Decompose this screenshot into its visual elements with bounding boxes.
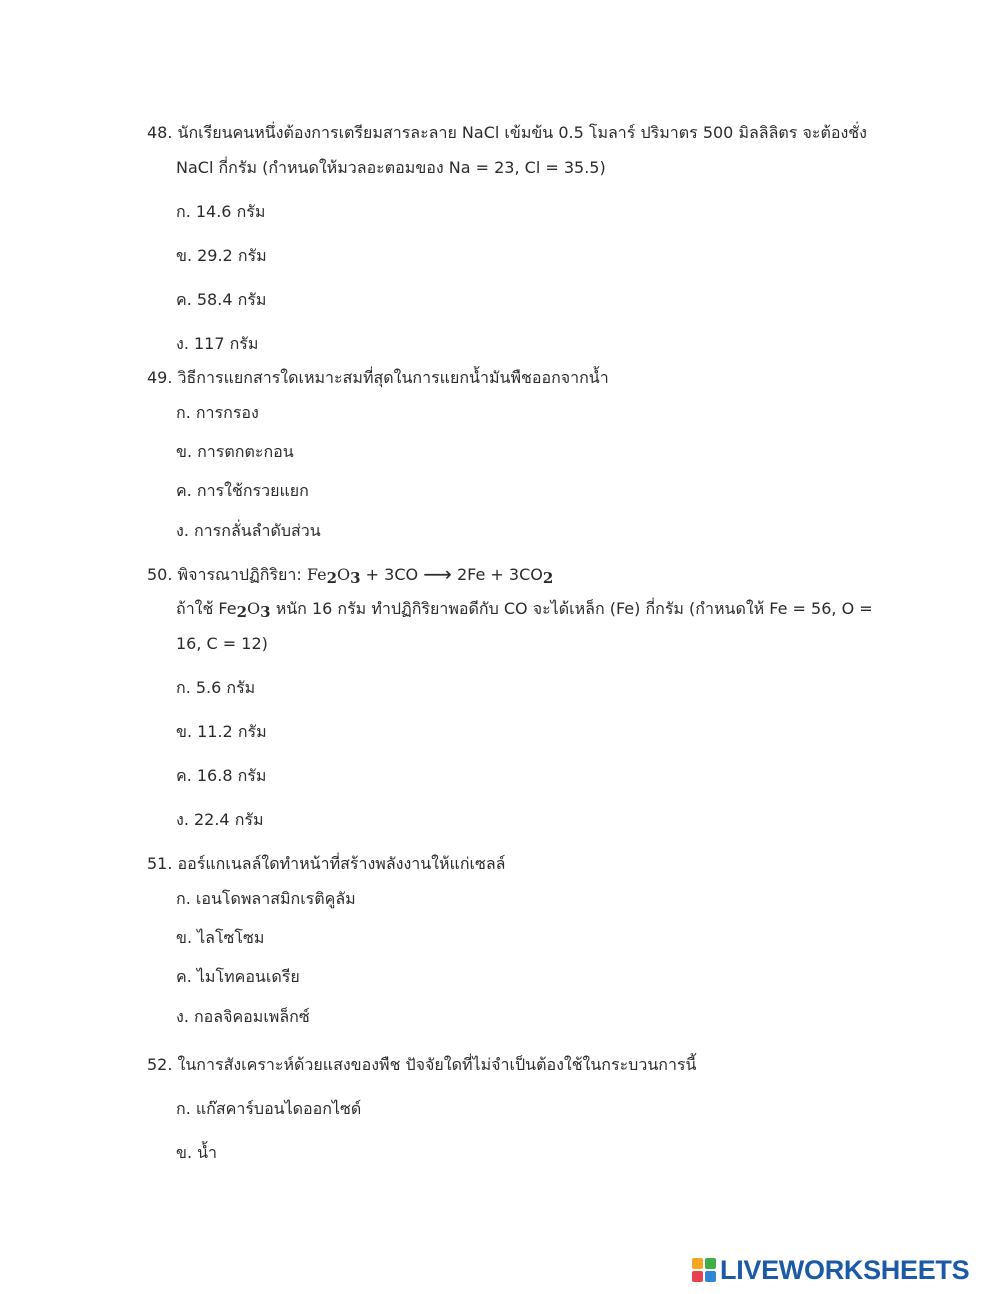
reaction-arrow-icon: ⟶ [423,562,452,586]
question-50-text-line-3: 16, C = 12) [176,634,268,653]
logo-mark-square [705,1258,716,1269]
question-50-equation: 50. พิจารณาปฏิกิริยา: Fe2O3 + 3CO ⟶ 2Fe + 3CO2 [147,562,554,587]
liveworksheets-logo-icon [692,1258,716,1282]
question-51-text: 51. ออร์แกเนลล์ใดทำหน้าที่สร้างพลังงานให้แก่เซลล์ [147,854,506,873]
question-50-option-b[interactable]: ข. 11.2 กรัม [176,722,267,741]
question-51-option-b[interactable]: ข. ไลโซโซม [176,928,265,947]
question-52-text: 52. ในการสังเคราะห์ด้วยแสงของพืช ปัจจัยใดที่ไม่จำเป็นต้องใช้ในกระบวนการนี้ [147,1055,697,1074]
question-48-option-a[interactable]: ก. 14.6 กรัม [176,202,266,221]
question-51-option-c[interactable]: ค. ไมโทคอนเดรีย [176,967,300,986]
question-48-text-line-1: 48. นักเรียนคนหนึ่งต้องการเตรียมสารละลาย NaCl เข้มข้น 0.5 โมลาร์ ปริมาตร 500 มิลลิลิตร จะต้องชั่ง [147,123,867,142]
question-50-option-d[interactable]: ง. 22.4 กรัม [176,810,264,829]
liveworksheets-logo-text: LIVEWORKSHEETS [720,1255,970,1285]
liveworksheets-logo [692,1256,990,1284]
logo-mark-square [705,1271,716,1282]
question-49-option-d[interactable]: ง. การกลั่นลำดับส่วน [176,521,321,540]
question-50-text-line-2: ถ้าใช้ Fe2O3 หนัก 16 กรัม ทำปฏิกิริยาพอดีกับ CO จะได้เหล็ก (Fe) กี่กรัม (กำหนดให้ Fe = 56, O = [176,599,873,621]
question-49-text: 49. วิธีการแยกสารใดเหมาะสมที่สุดในการแยกน้ำมันพืชออกจากน้ำ [147,368,609,387]
logo-mark-square [692,1258,703,1269]
question-48-option-d[interactable]: ง. 117 กรัม [176,334,259,353]
question-48-option-b[interactable]: ข. 29.2 กรัม [176,246,267,265]
question-50-option-c[interactable]: ค. 16.8 กรัม [176,766,267,785]
question-48-option-c[interactable]: ค. 58.4 กรัม [176,290,267,309]
question-48-text-line-2: NaCl กี่กรัม (กำหนดให้มวลอะตอมของ Na = 23, Cl = 35.5) [176,158,606,177]
question-49-option-c[interactable]: ค. การใช้กรวยแยก [176,481,309,500]
question-50-option-a[interactable]: ก. 5.6 กรัม [176,678,256,697]
logo-mark-square [692,1271,703,1282]
question-49-option-b[interactable]: ข. การตกตะกอน [176,442,294,461]
question-51-option-d[interactable]: ง. กอลจิคอมเพล็กซ์ [176,1007,310,1026]
question-52-option-b[interactable]: ข. น้ำ [176,1143,218,1162]
question-51-option-a[interactable]: ก. เอนโดพลาสมิกเรติคูลัม [176,889,356,908]
question-49-option-a[interactable]: ก. การกรอง [176,403,259,422]
question-52-option-a[interactable]: ก. แก๊สคาร์บอนไดออกไซด์ [176,1099,362,1118]
